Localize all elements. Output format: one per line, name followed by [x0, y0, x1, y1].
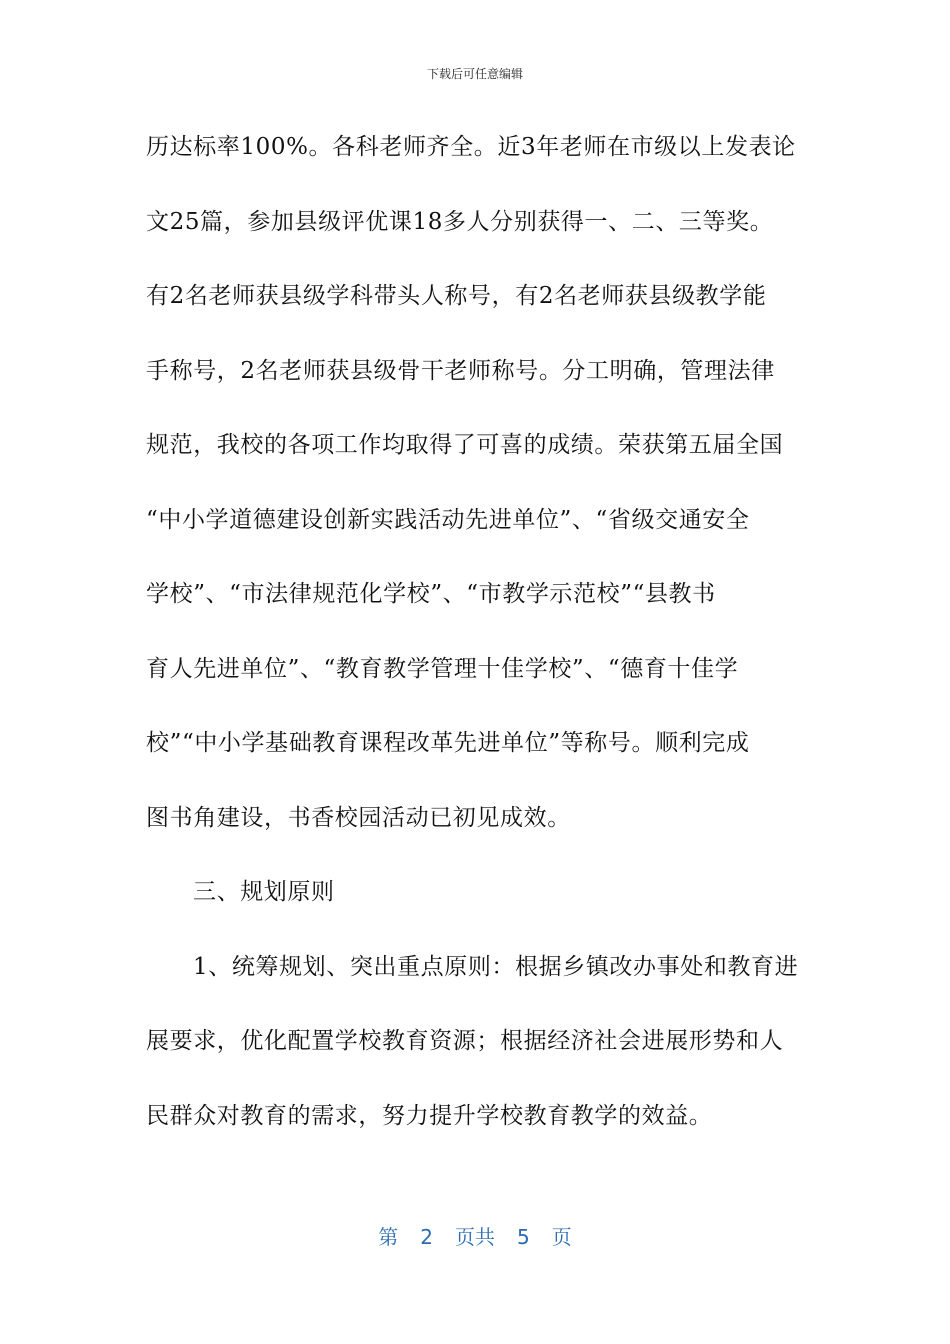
document-body	[146, 127, 816, 1170]
text-line: 民群众对教育的需求，努力提升学校教育教学的效益。	[146, 1102, 713, 1129]
total-pages-number: 5	[517, 1225, 530, 1249]
footer-di: 第	[378, 1225, 399, 1249]
current-page-number: 2	[420, 1225, 433, 1249]
footer-ye: 页	[551, 1225, 572, 1249]
section-heading: 三、规划原则	[193, 879, 335, 905]
text-line: 育人先进单位”、“教育教学管理十佳学校”、“德育十佳学	[146, 655, 739, 682]
text-line: 文25篇，参加县级评优课18多人分别获得一、二、三等奖。	[146, 208, 774, 235]
text-line: 规范，我校的各项工作均取得了可喜的成绩。荣获第五届全国	[146, 432, 784, 458]
text-line: 历达标率100%。各科老师齐全。近3年老师在市级以上发表论	[146, 134, 796, 160]
page-footer	[0, 1222, 950, 1252]
text-line: 图书角建设，书香校园活动已初见成效。	[146, 804, 571, 831]
text-line: 展要求，优化配置学校教育资源；根据经济社会进展形势和人	[146, 1028, 784, 1054]
page-header: 下载后可任意编辑	[426, 67, 523, 81]
text-line: 手称号，2名老师获县级骨干老师称号。分工明确，管理法律	[146, 357, 775, 384]
text-line: 有2名老师获县级学科带头人称号，有2名老师获县级教学能	[146, 283, 767, 309]
text-line: “中小学道德建设创新实践活动先进单位”、“省级交通安全	[146, 506, 750, 533]
text-line: 校”“中小学基础教育课程改革先进单位”等称号。顺利完成	[146, 730, 750, 756]
text-line: 1、统筹规划、突出重点原则：根据乡镇改办事处和教育进	[193, 953, 799, 980]
footer-ye-gong: 页共	[455, 1225, 495, 1249]
text-line: 学校”、“市法律规范化学校”、“市教学示范校”“县教书	[146, 581, 716, 607]
